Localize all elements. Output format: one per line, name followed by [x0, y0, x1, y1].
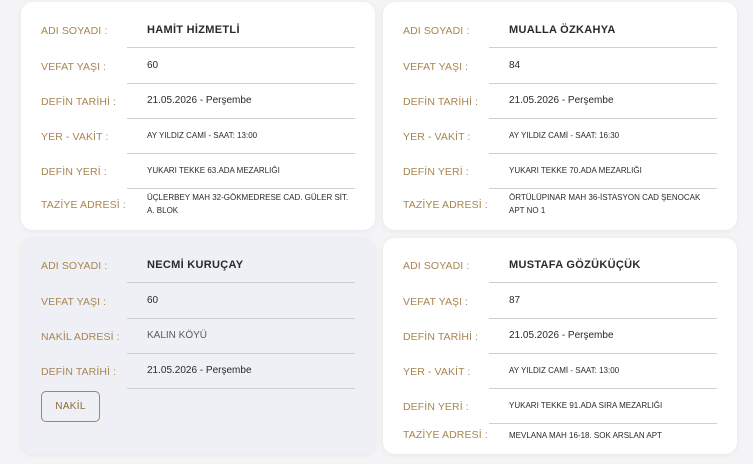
field-label: DEFİN TARİHİ :	[403, 96, 479, 108]
field-transfer-address	[41, 325, 355, 349]
field-label: YER - VAKİT :	[403, 366, 471, 378]
obituary-card-hamit	[21, 2, 375, 230]
field-value: ÜÇLERBEY MAH 32-GÖKMEDRESE CAD. GÜLER SİT. A. BLOK	[147, 193, 349, 215]
field-condolence-address	[403, 425, 717, 445]
field-condolence-address	[41, 191, 355, 219]
nakil-button[interactable]: NAKİL	[41, 391, 100, 422]
field-label: TAZİYE ADRESİ :	[403, 199, 488, 211]
field-name	[41, 19, 355, 43]
field-value: AY YILDIZ CAMİ - SAAT: 13:00	[489, 366, 717, 389]
field-age	[41, 290, 355, 314]
obituary-card-mustafa	[383, 238, 737, 454]
field-label: DEFİN TARİHİ :	[403, 331, 479, 343]
field-label: YER - VAKİT :	[41, 131, 109, 143]
field-burial-place	[403, 160, 717, 184]
field-label: VEFAT YAŞI :	[403, 61, 469, 73]
field-label: DEFİN YERİ :	[403, 166, 469, 178]
field-value: 84	[489, 60, 717, 84]
field-label: YER - VAKİT :	[403, 131, 471, 143]
field-age	[403, 290, 717, 314]
field-value: 60	[127, 295, 355, 319]
field-label: DEFİN YERİ :	[41, 166, 107, 178]
deceased-name: MUSTAFA GÖZÜKÜÇÜK	[489, 259, 717, 283]
field-value: ÖRTÜLÜPINAR MAH 36-İSTASYON CAD ŞENOCAK APT NO 1	[509, 193, 701, 215]
field-value: YUKARI TEKKE 70.ADA MEZARLIĞI	[489, 166, 717, 189]
field-burial-date	[403, 90, 717, 114]
field-value: 87	[489, 295, 717, 319]
field-label: TAZİYE ADRESİ :	[403, 429, 488, 441]
field-value: AY YILDIZ CAMİ - SAAT: 13:00	[127, 131, 355, 154]
field-label: VEFAT YAŞI :	[41, 61, 107, 73]
obituary-card-necmi	[21, 238, 375, 454]
field-name	[41, 254, 355, 278]
field-condolence-address	[403, 191, 717, 219]
field-value: 21.05.2026 - Perşembe	[127, 95, 355, 119]
field-label: NAKİL ADRESİ :	[41, 331, 120, 343]
field-value: YUKARI TEKKE 91.ADA SIRA MEZARLIĞI	[489, 401, 717, 424]
field-burial-date	[403, 325, 717, 349]
field-burial-date	[41, 360, 355, 384]
field-value: YUKARI TEKKE 63.ADA MEZARLIĞI	[127, 166, 355, 189]
field-burial-place	[403, 395, 717, 419]
field-label: TAZİYE ADRESİ :	[41, 199, 126, 211]
field-value: AY YILDIZ CAMİ - SAAT: 16:30	[489, 131, 717, 154]
field-value: 21.05.2026 - Perşembe	[489, 95, 717, 119]
field-age	[41, 55, 355, 79]
field-name	[403, 19, 717, 43]
field-label: VEFAT YAŞI :	[403, 296, 469, 308]
field-value: KALIN KÖYÜ	[127, 330, 355, 354]
field-label: ADI SOYADI :	[41, 25, 108, 37]
deceased-name: NECMİ KURUÇAY	[127, 259, 355, 283]
field-place-time	[403, 360, 717, 384]
field-burial-place	[41, 160, 355, 184]
field-value: 60	[127, 60, 355, 84]
field-place-time	[41, 125, 355, 149]
field-label: ADI SOYADI :	[403, 25, 470, 37]
field-place-time	[403, 125, 717, 149]
field-label: DEFİN TARİHİ :	[41, 366, 117, 378]
field-name	[403, 254, 717, 278]
field-value: MEVLANA MAH 16-18. SOK ARSLAN APT	[509, 430, 662, 440]
field-label: DEFİN TARİHİ :	[41, 96, 117, 108]
field-label: DEFİN YERİ :	[403, 401, 469, 413]
field-label: ADI SOYADI :	[403, 260, 470, 272]
field-value: 21.05.2026 - Perşembe	[489, 330, 717, 354]
deceased-name: HAMİT HİZMETLİ	[127, 24, 355, 48]
field-label: ADI SOYADI :	[41, 260, 108, 272]
field-value: 21.05.2026 - Perşembe	[127, 365, 355, 389]
field-age	[403, 55, 717, 79]
field-label: VEFAT YAŞI :	[41, 296, 107, 308]
obituary-card-mualla	[383, 2, 737, 230]
deceased-name: MUALLA ÖZKAHYA	[489, 24, 717, 48]
field-burial-date	[41, 90, 355, 114]
